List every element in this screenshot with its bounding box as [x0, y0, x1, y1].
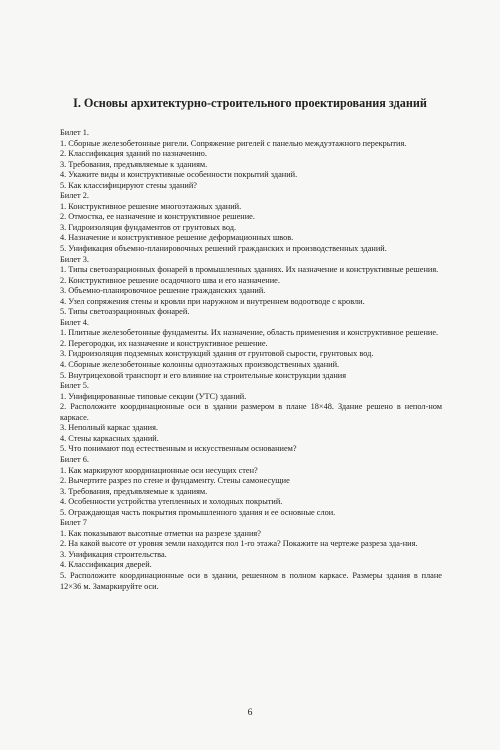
question-item: 4. Классификация дверей.	[60, 560, 152, 570]
ticket-heading: Билет 5.	[60, 381, 89, 391]
question-item: 1. Конструктивное решение многоэтажных зданий.	[60, 201, 242, 211]
question-item: 5. Расположите координационные оси в здании, решенном в полном каркасе. Размеры здания в плане 12×36 м. Замаркируйте оси.	[60, 570, 442, 591]
question-item: 2. Конструктивное решение осадочного шва и его назначение.	[60, 275, 280, 285]
question-item: 5. Типы светоаэрационных фонарей.	[60, 307, 190, 317]
section-title: I. Основы архитектурно-строительного проектирования зданий	[73, 96, 427, 110]
question-item: 3. Унификация строительства.	[60, 549, 167, 559]
question-item: 1. Унифицированные типовые секции (УТС) зданий.	[60, 391, 247, 401]
question-item: 3. Гидроизоляция подземных конструкций здания от грунтовой сырости, грунтовых вод.	[60, 349, 374, 359]
question-item: 2. Перегородки, их назначение и конструктивное решение.	[60, 338, 268, 348]
question-item: 4. Узел сопряжения стены и кровли при наружном и внутреннем водоотводе с кровли.	[60, 296, 365, 306]
question-item: 2. Классификация зданий по назначению.	[60, 149, 207, 159]
question-item: 5. Унификация объемно-планировочных решений гражданских и производственных зданий.	[60, 244, 387, 254]
question-item: 3. Объемно-планировочное решение гражданских зданий.	[60, 286, 266, 296]
question-item: 5. Ограждающая часть покрытия промышленного здания и ее основные слои.	[60, 507, 336, 517]
question-item: 5. Что понимают под естественным и искусственным основанием?	[60, 444, 297, 454]
question-item: 4. Стены каркасных зданий.	[60, 433, 159, 443]
ticket-heading: Билет 2.	[60, 191, 89, 201]
question-item: 5. Внутрицеховой транспорт и его влияние на строительные конструкции здания	[60, 370, 347, 380]
question-item: 4. Укажите виды и конструктивные особенности покрытий зданий.	[60, 170, 298, 180]
question-item: 1. Плитные железобетонные фундаменты. Их назначение, область применения и конструктивное решение.	[60, 328, 439, 338]
question-item: 2. На какой высоте от уровня земли находится пол 1-го этажа? Покажите на чертеже разреза зда-ния.	[60, 539, 418, 549]
ticket-heading: Билет 3.	[60, 254, 89, 264]
question-item: 3. Гидроизоляция фундаментов от грунтовых вод.	[60, 222, 237, 232]
question-item: 1. Типы светоаэрационных фонарей в промышленных зданиях. Их назначение и конструктивные решения.	[60, 265, 439, 275]
ticket-heading: Билет 6.	[60, 454, 89, 464]
question-item: 3. Неполный каркас здания.	[60, 423, 159, 433]
ticket-heading: Билет 1.	[60, 128, 89, 137]
question-item: 1. Как показывают высотные отметки на разрезе здания?	[60, 528, 261, 538]
question-item: 4. Назначение и конструктивное решение деформационных швов.	[60, 233, 294, 243]
question-item: 4. Особенности устройства утепленных и холодных покрытий.	[60, 497, 283, 507]
question-item: 1. Как маркируют координационные оси несущих стен?	[60, 465, 258, 475]
ticket-heading: Билет 7	[60, 518, 87, 528]
question-item: 2. Отмостка, ее назначение и конструктивное решение.	[60, 212, 255, 222]
question-item: 5. Как классифицируют стены зданий?	[60, 180, 197, 190]
question-item: 4. Сборные железобетонные колонны одноэтажных производственных зданий.	[60, 360, 340, 370]
question-item: 2. Расположите координационные оси в здании размером в плане 18×48. Здание решено в непол-ном каркасе.	[60, 402, 442, 422]
ticket-list	[60, 128, 442, 592]
ticket-heading: Билет 4.	[60, 317, 89, 327]
page-number: 6	[247, 708, 253, 718]
question-item: 3. Требования, предъявляемые к зданиям.	[60, 159, 208, 169]
question-item: 2. Вычертите разрез по стене и фундаменту. Стены самонесущие	[60, 476, 290, 486]
question-item: 1. Сборные железобетонные ригели. Сопряжение ригелей с панелью междуэтажного перекрытия.	[60, 138, 407, 148]
question-item: 3. Требования, предъявляемые к зданиям.	[60, 486, 208, 496]
